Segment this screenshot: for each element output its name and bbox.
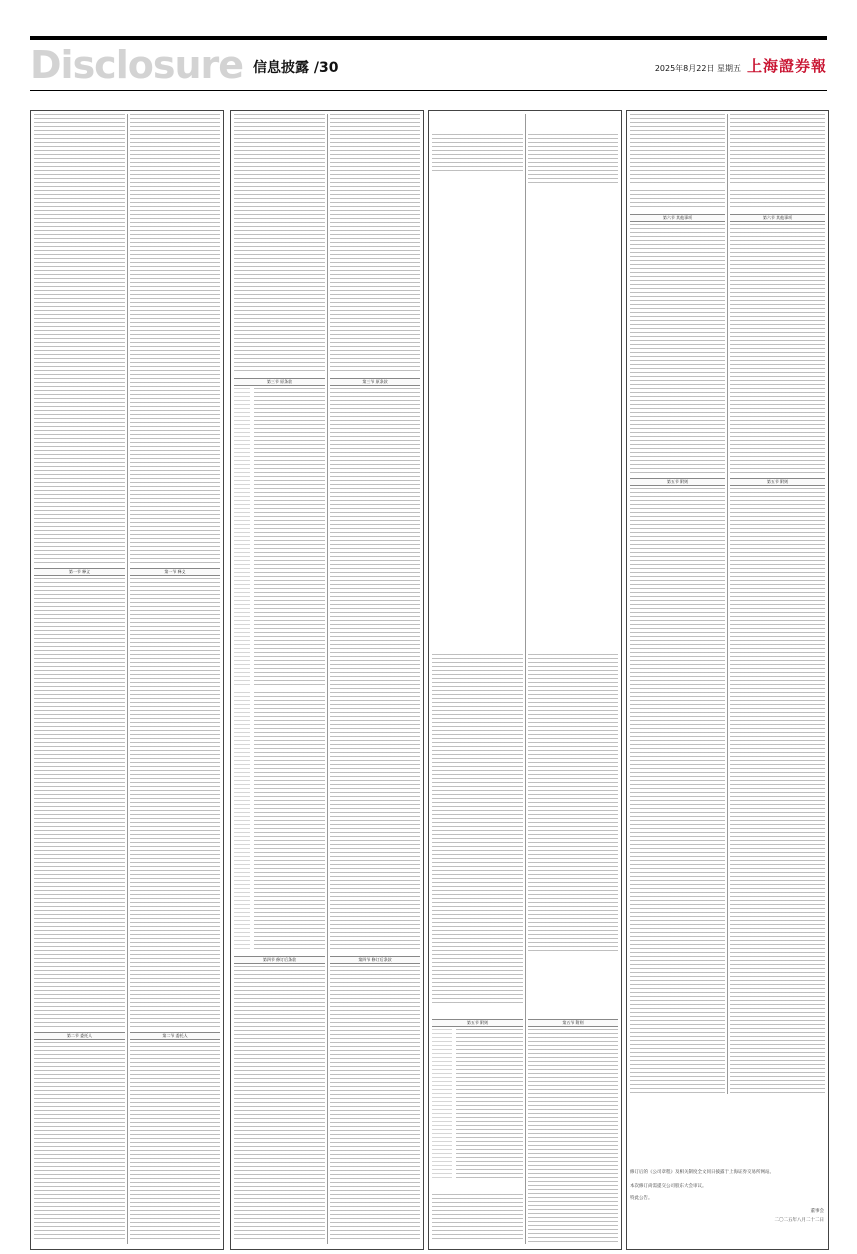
announcement-panel-3 — [428, 110, 622, 1250]
panel-2-right-column — [330, 114, 420, 1244]
chapter-heading: 第五节 附则 — [432, 1019, 523, 1027]
signer: 董事会 — [810, 1209, 824, 1214]
panel-1-left-column — [34, 114, 125, 1244]
chapter-heading: 第三节 原条款 — [234, 378, 325, 386]
panel-3-right-column — [528, 114, 618, 1244]
chapter-heading: 第二节 委托人 — [130, 1032, 220, 1040]
announcement-panel-2 — [230, 110, 424, 1250]
announcement-panel-4 — [626, 110, 829, 1250]
chapter-heading: 第二节 委托人 — [34, 1032, 125, 1040]
chapter-heading: 第五节 附则 — [630, 478, 725, 486]
sign-date: 二〇二五年八月二十二日 — [774, 1218, 824, 1223]
issue-date: 2025年8月22日 星期五 — [654, 63, 741, 73]
chapter-heading: 第五节 附则 — [528, 1019, 618, 1027]
chapter-heading: 第五节 附则 — [730, 478, 825, 486]
panel-3-left-column — [432, 114, 523, 1244]
panel-1-right-column — [130, 114, 220, 1244]
panel-2-left-column — [234, 114, 325, 1244]
masthead-bottom-rule — [30, 90, 827, 91]
chapter-heading: 第一节 释义 — [130, 568, 220, 576]
panel-4-left-column — [630, 114, 725, 1094]
masthead — [30, 44, 827, 86]
chapter-heading: 第三节 原条款 — [330, 378, 420, 386]
closing-line-2: 本次修订尚需提交公司股东大会审议。 — [630, 1184, 707, 1189]
closing-line-1: 修订后的《公司章程》及相关制度全文同日披露于上海证券交易所网站。 — [630, 1170, 774, 1175]
masthead-top-rule — [30, 36, 827, 40]
closing-line-3: 特此公告。 — [630, 1196, 653, 1201]
chapter-heading: 第六节 其他事项 — [630, 214, 725, 222]
chapter-heading: 第四节 修订后条款 — [330, 956, 420, 964]
masthead-title: Disclosure — [30, 43, 244, 87]
masthead-right — [655, 55, 827, 76]
chapter-heading: 第六节 其他事项 — [730, 214, 825, 222]
masthead-section: 信息披露 /30 — [253, 60, 339, 76]
chapter-heading: 第四节 修订后条款 — [234, 956, 325, 964]
newspaper-logo: 上海證券報 — [746, 56, 827, 75]
announcement-panel-1 — [30, 110, 224, 1250]
chapter-heading: 第一节 释义 — [34, 568, 125, 576]
panel-4-right-column — [730, 114, 825, 1094]
